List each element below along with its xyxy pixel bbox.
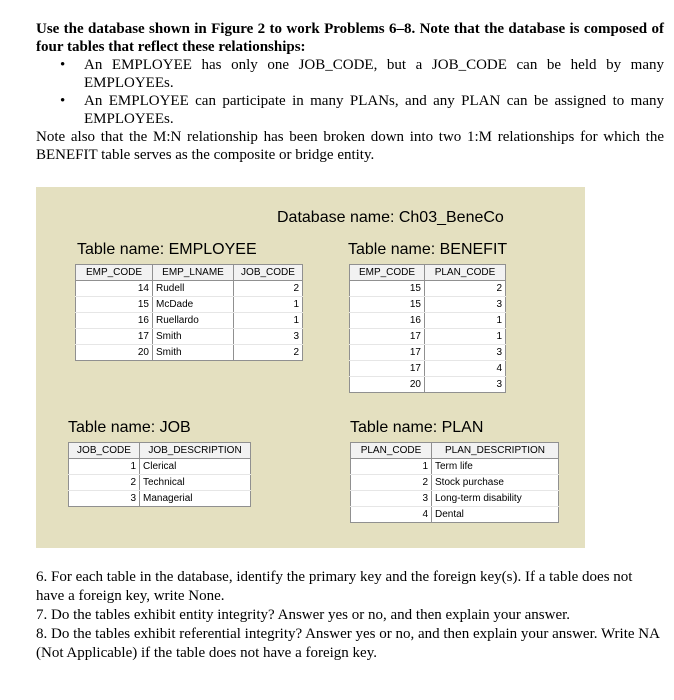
table-cell: Managerial — [140, 491, 251, 507]
table-cell: 3 — [351, 491, 432, 507]
table-cell: 3 — [69, 491, 140, 507]
table-cell: 4 — [351, 507, 432, 523]
table-row — [69, 491, 251, 507]
table-row — [76, 329, 303, 345]
intro-lead: Use the database shown in Figure 2 to work Problems 6–8. Note that the database is composed of four tables that reflect these relationships: — [36, 21, 664, 55]
column-header: JOB_CODE — [234, 265, 303, 281]
job-table-title: Table name: JOB — [68, 419, 191, 436]
table-cell: McDade — [153, 297, 234, 313]
table-cell: Term life — [432, 459, 559, 475]
table-cell: 15 — [350, 297, 425, 313]
job-table — [68, 442, 251, 507]
question-7: 7. Do the tables exhibit entity integrity? Answer yes or no, and then explain your answer. — [36, 607, 571, 623]
relationship-item: • An EMPLOYEE can participate in many PLANs, and any PLAN can be assigned to many EMPLOYEEs. — [60, 93, 664, 127]
table-cell: 15 — [76, 297, 153, 313]
table-row — [351, 459, 559, 475]
table-cell: Clerical — [140, 459, 251, 475]
table-header-row — [69, 443, 251, 459]
table-row — [76, 281, 303, 297]
questions — [36, 568, 664, 663]
table-row — [350, 281, 506, 297]
table-cell: 20 — [76, 345, 153, 361]
table-header-row — [350, 265, 506, 281]
table-cell: 14 — [76, 281, 153, 297]
database-name: Database name: Ch03_BeneCo — [277, 209, 504, 226]
table-row — [351, 475, 559, 491]
table-cell: 17 — [350, 329, 425, 345]
column-header: EMP_LNAME — [153, 265, 234, 281]
table-cell: 2 — [69, 475, 140, 491]
question-8: 8. Do the tables exhibit referential integrity? Answer yes or no, and then explain your answer. Write NA (Not Applicable) if the table does not have a foreign key. — [36, 626, 660, 661]
table-row — [351, 491, 559, 507]
table-cell: Smith — [153, 345, 234, 361]
column-header: EMP_CODE — [350, 265, 425, 281]
table-row — [69, 459, 251, 475]
employee-table-title: Table name: EMPLOYEE — [77, 241, 257, 258]
column-header: PLAN_DESCRIPTION — [432, 443, 559, 459]
table-row — [69, 475, 251, 491]
column-header: PLAN_CODE — [351, 443, 432, 459]
table-cell: 1 — [425, 329, 506, 345]
problem-intro — [36, 20, 664, 164]
table-cell: Technical — [140, 475, 251, 491]
intro-note: Note also that the M:N relationship has been broken down into two 1:M relationships for which the BENEFIT table serves as the composite or bridge entity. — [36, 129, 664, 163]
bullet-icon: • — [60, 57, 66, 73]
table-cell: 1 — [69, 459, 140, 475]
column-header: PLAN_CODE — [425, 265, 506, 281]
table-row — [350, 313, 506, 329]
table-cell: 1 — [351, 459, 432, 475]
table-row — [350, 361, 506, 377]
table-cell: 2 — [351, 475, 432, 491]
table-cell: 1 — [234, 297, 303, 313]
table-row — [350, 329, 506, 345]
database-figure — [36, 187, 585, 548]
table-cell: Dental — [432, 507, 559, 523]
table-cell: 17 — [350, 345, 425, 361]
table-cell: Smith — [153, 329, 234, 345]
bullet-icon: • — [60, 93, 66, 109]
table-cell: Stock purchase — [432, 475, 559, 491]
table-cell: 3 — [234, 329, 303, 345]
table-cell: 3 — [425, 297, 506, 313]
table-cell: 17 — [350, 361, 425, 377]
table-cell: 16 — [350, 313, 425, 329]
plan-table-title: Table name: PLAN — [350, 419, 484, 436]
table-cell: Rudell — [153, 281, 234, 297]
table-row — [350, 377, 506, 393]
table-cell: Long-term disability — [432, 491, 559, 507]
table-cell: 4 — [425, 361, 506, 377]
relationship-list — [36, 56, 664, 128]
table-cell: 15 — [350, 281, 425, 297]
column-header: EMP_CODE — [76, 265, 153, 281]
table-row — [350, 345, 506, 361]
table-row — [76, 297, 303, 313]
column-header: JOB_CODE — [69, 443, 140, 459]
question-6: 6. For each table in the database, identify the primary key and the foreign key(s). If a table does not have a foreign key, write None. — [36, 569, 633, 604]
table-row — [351, 507, 559, 523]
table-cell: 2 — [234, 345, 303, 361]
table-cell: 3 — [425, 345, 506, 361]
table-cell: 3 — [425, 377, 506, 393]
table-row — [76, 313, 303, 329]
employee-table — [75, 264, 303, 361]
table-row — [76, 345, 303, 361]
table-cell: 17 — [76, 329, 153, 345]
table-cell: 1 — [234, 313, 303, 329]
table-cell: 2 — [234, 281, 303, 297]
table-cell: 20 — [350, 377, 425, 393]
plan-table — [350, 442, 559, 523]
table-cell: 16 — [76, 313, 153, 329]
table-cell: 1 — [425, 313, 506, 329]
benefit-table-title: Table name: BENEFIT — [348, 241, 508, 258]
benefit-table — [349, 264, 506, 393]
relationship-item: • An EMPLOYEE has only one JOB_CODE, but a JOB_CODE can be held by many EMPLOYEEs. — [60, 57, 664, 91]
table-header-row — [351, 443, 559, 459]
table-cell: Ruellardo — [153, 313, 234, 329]
table-row — [350, 297, 506, 313]
table-header-row — [76, 265, 303, 281]
column-header: JOB_DESCRIPTION — [140, 443, 251, 459]
table-cell: 2 — [425, 281, 506, 297]
